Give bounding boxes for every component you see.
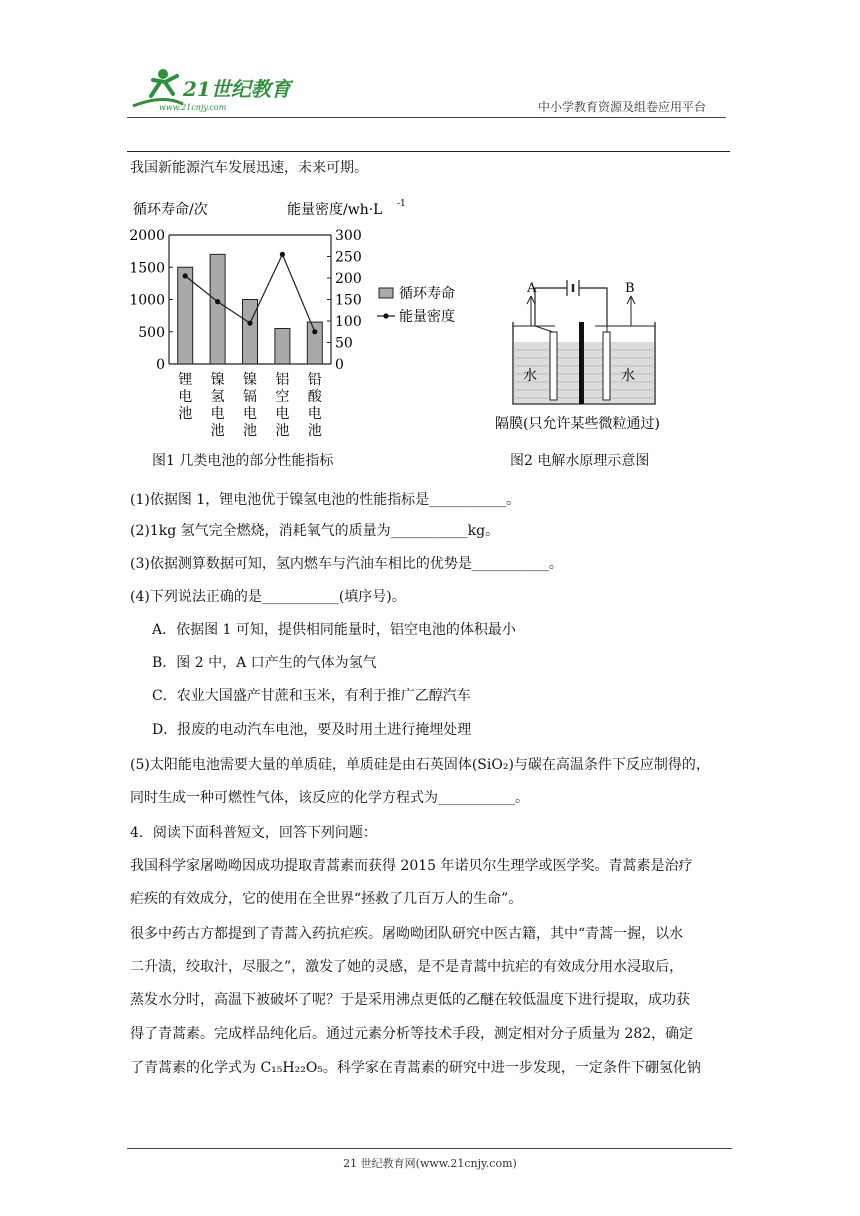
legend-bar-swatch [379, 288, 393, 298]
reading-title: 4．阅读下面科普短文，回答下列问题： [130, 825, 377, 841]
energy-density-point [215, 299, 220, 304]
intro-text: 我国新能源汽车发展迅速，未来可期。 [130, 160, 368, 176]
category-label: 池 [307, 423, 322, 439]
header-divider-2 [127, 151, 730, 152]
paragraph-line: 了青蒿素的化学式为 C₁₅H₂₂O₅。科学家在青蒿素的研究中进一步发现，一定条件下硼氢化钠 [130, 1060, 701, 1076]
y-tick-label: 500 [138, 324, 165, 341]
option-d: D．报废的电动汽车电池，要及时用土进行掩埋处理 [152, 722, 472, 738]
y2-axis-title-superscript: -1 [397, 199, 406, 209]
bar [307, 322, 322, 364]
category-label: 池 [178, 406, 193, 422]
y2-tick-label: 200 [335, 271, 362, 287]
bar [275, 329, 290, 364]
water-left-label: 水 [523, 368, 537, 384]
question-1: (1)依据图 1，锂电池优于镍氢电池的性能指标是___________。 [130, 492, 521, 508]
logo-runner-icon [123, 66, 293, 112]
bar [178, 267, 193, 364]
category-label: 镍 [210, 372, 225, 388]
y2-tick-label: 300 [335, 228, 362, 244]
bar [210, 254, 225, 364]
energy-density-point [183, 273, 188, 278]
question-5-line-2: 同时生成一种可燃性气体，该反应的化学方程式为___________。 [130, 790, 529, 806]
logo-url: www.21cnjy.com [159, 103, 227, 112]
y2-tick-label: 150 [335, 292, 362, 309]
paragraph-line: 得了青蒿素。完成样品纯化后。通过元素分析等技术手段，测定相对分子质量为 282，确定 [130, 1026, 694, 1042]
option-a: A．依据图 1 可知，提供相同能量时，铝空电池的体积最小 [152, 622, 516, 638]
y-axis-title: 循环寿命/次 [133, 202, 208, 218]
figure2-caption: 图2 电解水原理示意图 [510, 453, 650, 469]
category-label: 锂 [178, 372, 193, 388]
electrolysis-diagram [495, 276, 695, 446]
paragraph-line: 蒸发水分时，高温下被破坏了呢？于是采用沸点更低的乙醚在较低温度下进行提取，成功获 [130, 992, 690, 1008]
platform-name: 中小学教育资源及组卷应用平台 [538, 100, 707, 114]
energy-density-point [312, 329, 317, 334]
outlet-a-label: A [527, 281, 537, 296]
category-label: 氢 [210, 389, 225, 405]
paragraph-line: 二升渍，绞取汁，尽服之”，激发了她的灵感，是不是青蒿中抗疟的有效成分用水浸取后， [130, 959, 684, 975]
category-label: 电 [210, 406, 225, 422]
legend-label: 能量密度 [399, 309, 455, 325]
battery-performance-chart [125, 192, 485, 444]
category-label: 池 [243, 423, 257, 439]
logo-text: 21世纪教育 [183, 77, 291, 101]
question-4: (4)下列说法正确的是___________(填序号)。 [130, 589, 406, 605]
header-divider [127, 117, 726, 118]
footer-divider [127, 1148, 732, 1149]
category-label: 酸 [307, 389, 322, 405]
category-label: 电 [307, 406, 322, 422]
energy-density-point [247, 321, 252, 326]
category-label: 铅 [307, 372, 322, 388]
footer-text: 21 世纪教育网(www.21cnjy.com) [343, 1157, 517, 1170]
logo [123, 66, 293, 112]
legend-label: 循环寿命 [399, 286, 455, 302]
category-label: 池 [275, 423, 290, 439]
y-tick-label: 2000 [129, 228, 165, 244]
bar [243, 300, 258, 365]
option-b: B．图 2 中，A 口产生的气体为氢气 [152, 655, 377, 671]
legend-line-marker [383, 313, 388, 318]
category-label: 镍 [243, 372, 257, 388]
paragraph-line: 很多中药古方都提到了青蒿入药抗疟疾。屠呦呦团队研究中医古籍，其中“青蒿一握，以水 [130, 926, 684, 942]
question-2: (2)1kg 氢气完全燃烧，消耗氧气的质量为___________kg。 [130, 523, 500, 539]
electrode-right [603, 332, 610, 400]
y2-tick-label: 50 [335, 335, 353, 352]
y2-axis-title: 能量密度/wh·L [287, 202, 383, 218]
category-label: 空 [275, 389, 290, 405]
electrode-left [550, 332, 557, 400]
membrane-note: 隔膜(只允许某些微粒通过) [495, 416, 660, 432]
water-right-label: 水 [621, 368, 635, 384]
y-tick-label: 1500 [129, 260, 165, 277]
question-3: (3)依据测算数据可知，氢内燃车与汽油车相比的优势是___________。 [130, 556, 563, 572]
membrane [579, 322, 584, 404]
category-label: 电 [275, 406, 290, 422]
category-label: 电 [178, 389, 193, 405]
category-label: 铝 [275, 372, 290, 388]
outlet-b-label: B [625, 281, 635, 296]
y-tick-label: 0 [156, 357, 165, 373]
option-c: C．农业大国盛产甘蔗和玉米，有利于推广乙醇汽车 [152, 688, 471, 704]
question-5-line-1: (5)太阳能电池需要大量的单质硅，单质硅是由石英固体(SiO₂)与碳在高温条件下反应制得的， [130, 757, 710, 773]
paragraph-line: 疟疾的有效成分，它的使用在全世界“拯救了几百万人的生命”。 [130, 891, 523, 907]
y-tick-label: 1000 [129, 292, 165, 309]
category-label: 电 [243, 406, 257, 422]
category-label: 池 [210, 423, 225, 439]
figure1-caption: 图1 几类电池的部分性能指标 [152, 453, 334, 469]
y2-tick-label: 250 [335, 249, 362, 266]
category-label: 镉 [243, 389, 257, 405]
y2-tick-label: 0 [335, 357, 344, 373]
paragraph-line: 我国科学家屠呦呦因成功提取青蒿素而获得 2015 年诺贝尔生理学或医学奖。青蒿素是治疗 [130, 858, 693, 874]
y2-tick-label: 100 [335, 314, 362, 330]
energy-density-point [280, 252, 285, 257]
